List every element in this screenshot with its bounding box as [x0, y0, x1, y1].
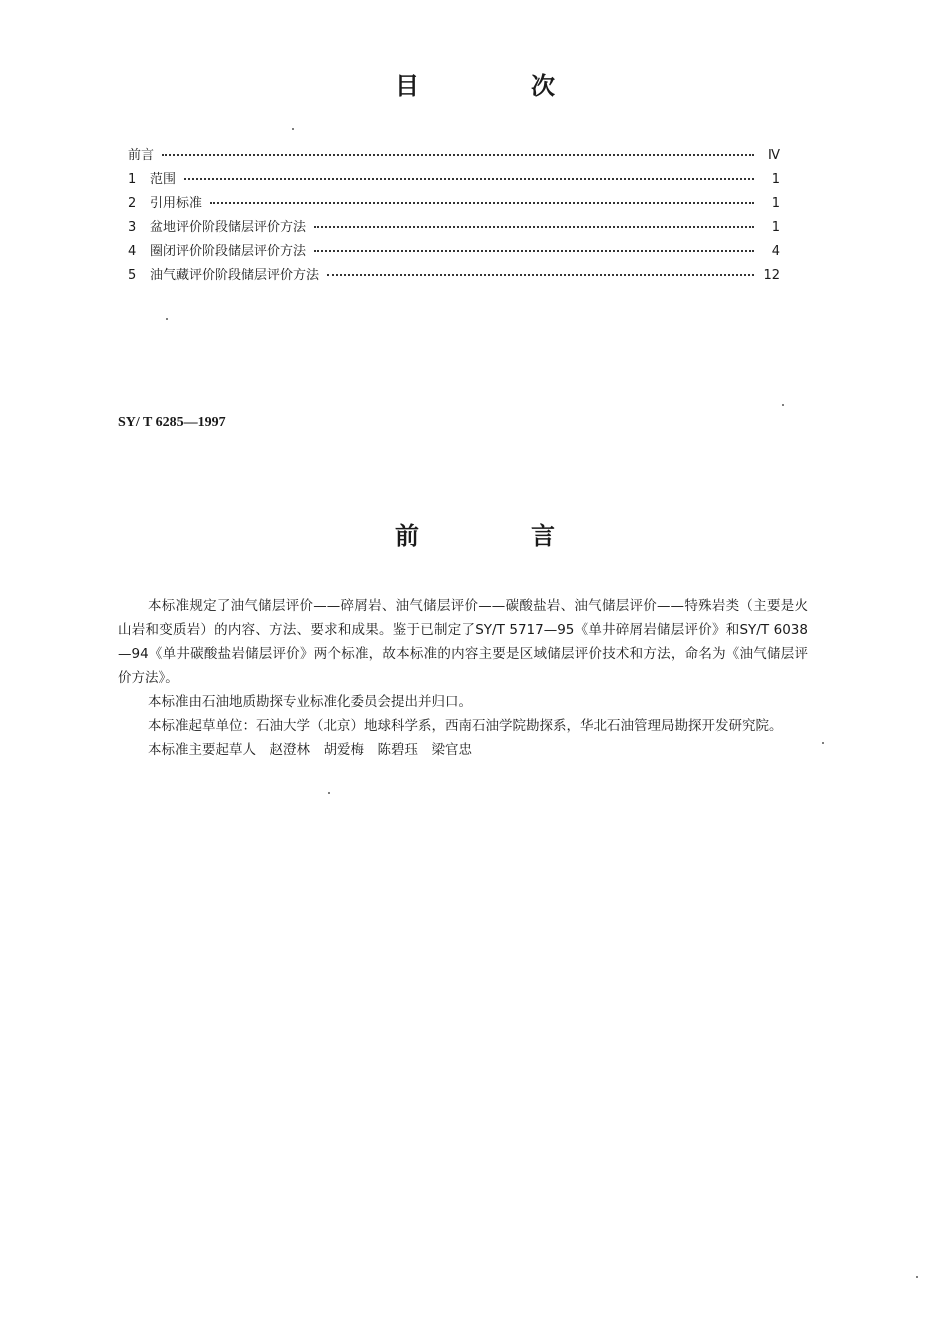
- toc-entry-number: 2: [128, 196, 137, 211]
- toc-entry-label: 油气藏评价阶段储层评价方法: [150, 268, 320, 283]
- table-of-contents: [128, 144, 780, 288]
- foreword-paragraph: 本标准主要起草人 赵澄林 胡爱梅 陈碧珏 梁官忠: [148, 742, 472, 758]
- foreword-paragraph: 本标准规定了油气储层评价——碎屑岩、油气储层评价——碳酸盐岩、油气储层评价——特殊岩类（主要是火山岩和变质岩）的内容、方法、要求和成果。鉴于已制定了SY/T 5717—95《单井碎屑岩储层评价》和SY/T 6038—94《单井碳酸盐岩储层评价》两个标准，故本标准的内容主要是区域储层评价技术和方法，命名为《油气储层评价方法》。: [118, 598, 808, 686]
- toc-leader-dots: [314, 250, 754, 252]
- scan-speck: [328, 792, 330, 794]
- toc-entry-label: 范围: [150, 172, 177, 187]
- toc-leader-dots: [184, 178, 754, 180]
- toc-entry-page: 1: [771, 196, 780, 211]
- toc-entry-page: 1: [771, 220, 780, 235]
- toc-entry-1[interactable]: [128, 168, 780, 192]
- foreword-title: 前 言: [395, 522, 599, 550]
- toc-entry-label: 盆地评价阶段储层评价方法: [150, 220, 307, 235]
- toc-entry-foreword[interactable]: [128, 144, 780, 168]
- toc-entry-label: 圈闭评价阶段储层评价方法: [150, 244, 307, 259]
- toc-entry-page: 4: [771, 244, 780, 259]
- toc-entry-page: 12: [763, 268, 780, 283]
- toc-entry-page: 1: [771, 172, 780, 187]
- toc-entry-number: 3: [128, 220, 137, 235]
- scan-speck: [782, 404, 784, 406]
- toc-entry-4[interactable]: [128, 240, 780, 264]
- scan-speck: [916, 1276, 918, 1278]
- toc-leader-dots: [327, 274, 754, 276]
- scan-speck: [822, 742, 824, 744]
- toc-entry-label: 引用标准: [150, 196, 203, 211]
- toc-entry-2[interactable]: [128, 192, 780, 216]
- toc-entry-3[interactable]: [128, 216, 780, 240]
- toc-entry-label: 前言: [128, 148, 155, 163]
- toc-entry-number: 5: [128, 268, 137, 283]
- toc-entry-number: 1: [128, 172, 137, 187]
- toc-leader-dots: [162, 154, 754, 156]
- toc-entry-number: 4: [128, 244, 137, 259]
- scan-speck: [166, 318, 168, 320]
- toc-leader-dots: [314, 226, 754, 228]
- scan-speck: [292, 128, 294, 130]
- toc-entry-5[interactable]: [128, 264, 780, 288]
- toc-leader-dots: [210, 202, 754, 204]
- toc-entry-page: Ⅳ: [768, 148, 780, 163]
- standard-code: SY/ T 6285—1997: [118, 415, 226, 430]
- foreword-paragraph: 本标准由石油地质勘探专业标准化委员会提出并归口。: [148, 694, 472, 710]
- foreword-paragraph: 本标准起草单位：石油大学（北京）地球科学系，西南石油学院勘探系，华北石油管理局勘探开发研究院。: [148, 718, 783, 734]
- toc-title: 目 次: [395, 72, 599, 100]
- foreword-body: [118, 594, 808, 762]
